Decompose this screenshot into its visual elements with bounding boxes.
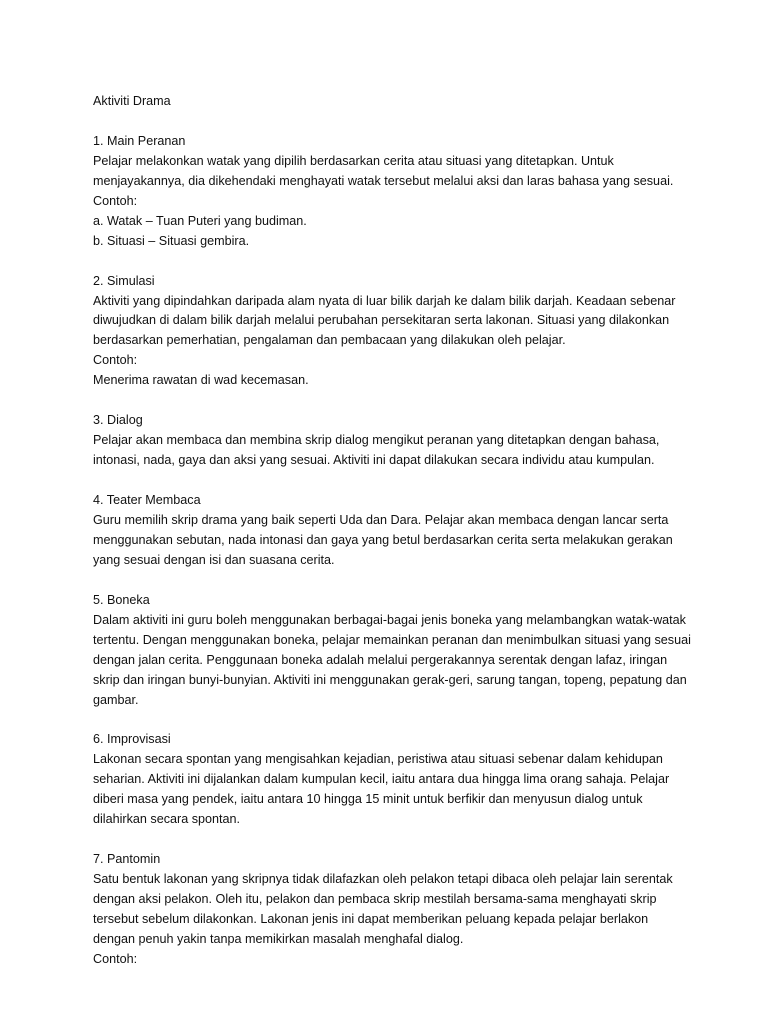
section-heading: 1. Main Peranan [93,133,186,148]
section-body: Pelajar akan membaca dan membina skrip dialog mengikut peranan yang ditetapkan dengan bahasa, intonasi, nada, gaya dan aksi yang sesuai. Aktiviti ini dapat dilakukan secara individu atau kumpulan. [93,433,660,468]
section-heading: 2. Simulasi [93,273,155,288]
section-main-peranan [93,132,693,252]
example-label: Contoh: [93,193,138,208]
section-pantomin [93,850,693,970]
section-dialog [93,411,693,471]
section-body: Pelajar melakonkan watak yang dipilih berdasarkan cerita atau situasi yang ditetapkan. Untuk menjayakannya, dia dikehendaki menghayati watak tersebut melalui aksi dan laras bahasa yang sesuai. [93,153,674,188]
section-simulasi [93,272,693,392]
example-item: b. Situasi – Situasi gembira. [93,233,250,248]
example-item: a. Watak – Tuan Puteri yang budiman. [93,213,307,228]
section-body: Dalam aktiviti ini guru boleh menggunakan berbagai-bagai jenis boneka yang melambangkan watak-watak tertentu. Dengan menggunakan boneka, pelajar memainkan peranan dan menimbulkan situasi yang sesuai dengan jalan cerita. Penggunaan boneka adalah melalui pergerakannya serentak dengan lafaz, iringan skrip dan iringan bunyi-bunyian. Aktiviti ini menggunakan gerak-geri, sarung tangan, topeng, pepatung dan gambar. [93,612,691,707]
document-page [93,92,693,990]
example-label: Contoh: [93,951,138,966]
section-heading: 3. Dialog [93,413,143,428]
section-heading: 6. Improvisasi [93,732,171,747]
section-heading: 5. Boneka [93,592,150,607]
section-body: Lakonan secara spontan yang mengisahkan kejadian, peristiwa atau situasi sebenar dalam kehidupan seharian. Aktiviti ini dijalankan dalam kumpulan kecil, iaitu antara dua hingga lima orang sahaja. Pelajar diberi masa yang pendek, iaitu antara 10 hingga 15 minit untuk berfikir dan menyusun dialog untuk dilahirkan secara spontan. [93,752,670,827]
section-heading: 4. Teater Membaca [93,493,201,507]
document-title: Aktiviti Drama [93,94,171,108]
example-item: Menerima rawatan di wad kecemasan. [93,373,309,388]
section-heading: 7. Pantomin [93,852,161,867]
section-improvisasi [93,730,693,830]
section-body: Aktiviti yang dipindahkan daripada alam nyata di luar bilik darjah ke dalam bilik darjah. Keadaan sebenar diwujudkan di dalam bilik darjah melalui perubahan persekitaran serta lakonan. Situasi yang dilakonkan berdasarkan pemerhatian, pengalaman dan pembacaan yang dilakukan oleh pelajar. [93,293,676,348]
section-body: Guru memilih skrip drama yang baik seperti Uda dan Dara. Pelajar akan membaca dengan lancar serta menggunakan sebutan, nada intonasi dan gaya yang betul berdasarkan cerita serta melakukan gerakan yang sesuai dengan isi dan suasana cerita. [93,512,673,567]
section-teater-membaca [93,491,693,571]
example-label: Contoh: [93,353,138,368]
section-body: Satu bentuk lakonan yang skripnya tidak dilafazkan oleh pelakon tetapi dibaca oleh pelajar lain serentak dengan aksi pelakon. Oleh itu, pelakon dan pembaca skrip mestilah bersama-sama menghayati skrip tersebut sebelum dilakonkan. Lakonan jenis ini dapat memberikan peluang kepada pelajar berlakon dengan penuh yakin tanpa memikirkan masalah menghafal dialog. [93,872,673,946]
section-boneka [93,591,693,711]
